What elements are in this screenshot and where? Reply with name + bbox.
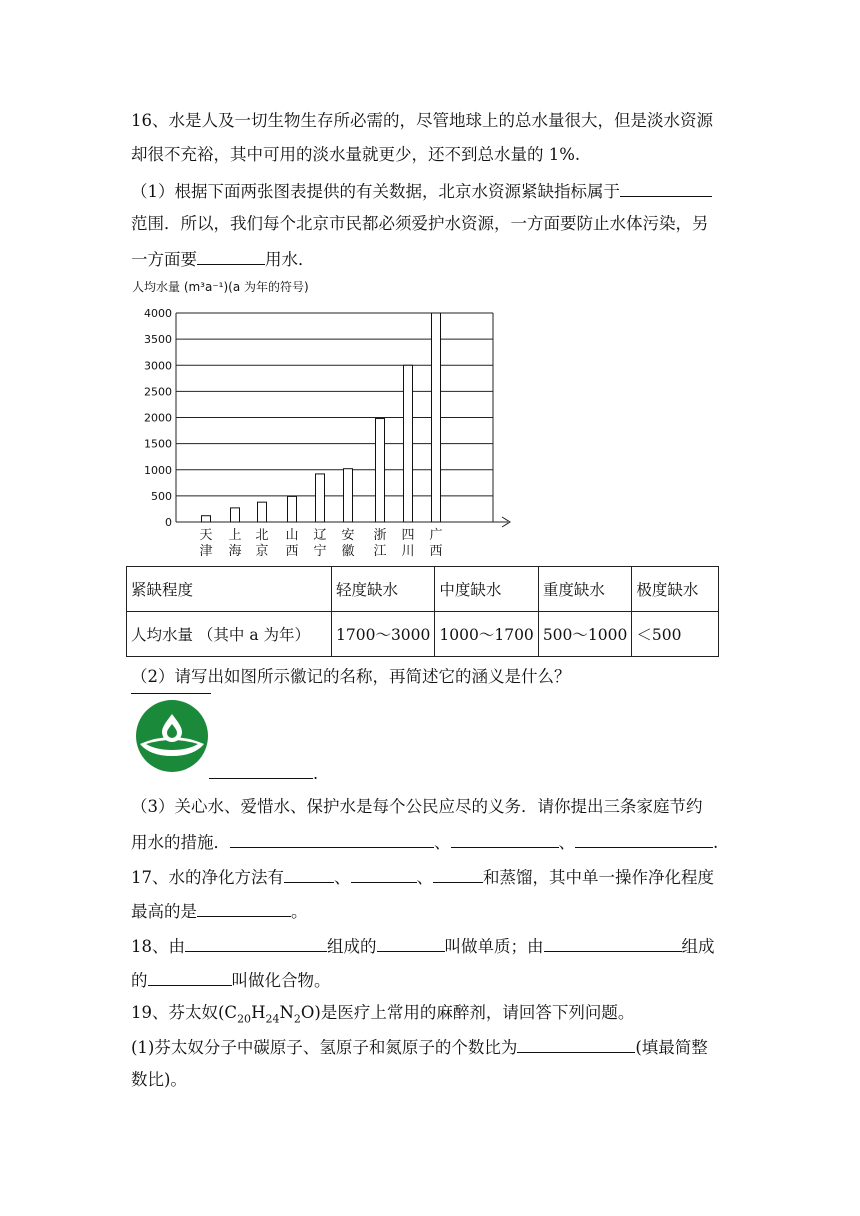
table-cell: 1700～3000 bbox=[332, 612, 435, 657]
x-tick-label: 津 bbox=[199, 544, 213, 559]
x-tick-label: 西 bbox=[429, 544, 443, 559]
q19-part1-text: (1)芬太奴分子中碳原子、氢原子和氮原子的个数比为 bbox=[131, 1038, 518, 1057]
x-tick-label: 北 bbox=[255, 528, 269, 543]
period-text: . bbox=[313, 764, 319, 783]
x-tick-label: 天 bbox=[199, 528, 213, 543]
q16-line2: 却很不充裕，其中可用的淡水量就更少，还不到总水量的 1%. bbox=[131, 145, 581, 164]
q17-text: 17、水的净化方法有 bbox=[131, 868, 284, 887]
y-tick-label: 3000 bbox=[144, 359, 172, 373]
chart-title: 人均水量 (m³a⁻¹)(a 为年的符号) bbox=[132, 280, 309, 294]
q16-part2-answer bbox=[209, 762, 318, 783]
bar bbox=[316, 474, 325, 522]
q16-part1-text3: 用水． bbox=[265, 250, 315, 269]
period-text: 。 bbox=[291, 902, 308, 921]
q19-element-n: N bbox=[279, 1003, 294, 1022]
answer-blank[interactable] bbox=[131, 693, 211, 694]
table-cell: 1000～1700 bbox=[435, 612, 538, 657]
q16-part1-text: （1）根据下面两张图表提供的有关数据，北京水资源紧缺指标属于 bbox=[131, 182, 620, 201]
subscript: 20 bbox=[237, 1012, 252, 1026]
separator-text: 、 bbox=[558, 833, 575, 852]
scarcity-table bbox=[126, 566, 719, 657]
answer-blank[interactable] bbox=[185, 935, 327, 952]
q19-element-h: H bbox=[251, 1003, 266, 1022]
x-tick-label: 安 bbox=[341, 528, 355, 543]
bar bbox=[404, 365, 413, 522]
q17-text3: 最高的是 bbox=[131, 902, 197, 921]
y-tick-label: 500 bbox=[151, 489, 172, 503]
answer-blank[interactable] bbox=[451, 831, 559, 848]
q18-text: 18、由 bbox=[131, 937, 185, 956]
y-tick-label: 4000 bbox=[144, 307, 172, 320]
bar bbox=[432, 313, 441, 522]
q16-part3-line2 bbox=[131, 831, 718, 853]
x-tick-label: 江 bbox=[373, 544, 387, 559]
q19-part1-line2: 数比)。 bbox=[131, 1070, 187, 1089]
q19-part1 bbox=[131, 1036, 708, 1058]
q17-line1 bbox=[131, 866, 714, 888]
x-tick-label: 海 bbox=[228, 544, 242, 559]
bar bbox=[344, 469, 353, 522]
separator-text: 、 bbox=[434, 833, 451, 852]
answer-blank[interactable] bbox=[230, 831, 434, 848]
q18-text6: 叫做化合物。 bbox=[231, 971, 331, 990]
answer-blank[interactable] bbox=[197, 248, 265, 265]
y-tick-label: 2000 bbox=[144, 411, 172, 425]
y-tick-label: 0 bbox=[165, 516, 172, 529]
table-cell: 中度缺水 bbox=[435, 567, 538, 612]
subscript: 2 bbox=[293, 1012, 301, 1026]
table-cell: 紧缺程度 bbox=[127, 567, 332, 612]
q18-line2 bbox=[131, 969, 331, 991]
x-tick-label: 四 bbox=[401, 528, 415, 543]
q16-part3-text: 用水的措施． bbox=[131, 833, 230, 852]
q18-text4: 组成 bbox=[681, 937, 715, 956]
y-tick-label: 1500 bbox=[144, 437, 172, 451]
water-saving-emblem-icon bbox=[136, 700, 208, 772]
x-tick-label: 上 bbox=[228, 528, 242, 543]
x-tick-label: 广 bbox=[429, 528, 443, 543]
q16-part1 bbox=[131, 180, 712, 202]
x-tick-label: 西 bbox=[285, 544, 299, 559]
q18-line1 bbox=[131, 935, 715, 957]
q17-line2 bbox=[131, 900, 308, 922]
bar bbox=[231, 508, 240, 522]
q16-part3: （3）关心水、爱惜水、保护水是每个公民应尽的义务．请你提出三条家庭节约 bbox=[131, 797, 703, 816]
table-cell: 重度缺水 bbox=[538, 567, 632, 612]
q16-part1-line2: 范围．所以，我们每个北京市民都必须爱护水资源，一方面要防止水体污染，另 bbox=[131, 214, 709, 233]
table-cell: 极度缺水 bbox=[632, 567, 719, 612]
q18-text5: 的 bbox=[131, 971, 148, 990]
q19-part1-text2: (填最简整 bbox=[635, 1038, 708, 1057]
x-tick-label: 宁 bbox=[313, 544, 327, 559]
answer-blank[interactable] bbox=[197, 900, 291, 917]
y-tick-label: 3500 bbox=[144, 333, 172, 347]
table-cell: 人均水量 （其中 a 为年） bbox=[127, 612, 332, 657]
water-per-capita-bar-chart bbox=[130, 275, 520, 565]
table-row bbox=[127, 567, 719, 612]
q16-part1-line3 bbox=[131, 248, 315, 270]
bar bbox=[288, 496, 297, 522]
x-tick-label: 徽 bbox=[341, 544, 355, 559]
answer-blank[interactable] bbox=[148, 969, 232, 986]
q18-text3: 叫做单质；由 bbox=[444, 937, 544, 956]
x-tick-label: 川 bbox=[401, 544, 415, 559]
answer-blank[interactable] bbox=[517, 1036, 635, 1053]
x-tick-label: 浙 bbox=[373, 528, 387, 543]
separator-text: 、 bbox=[416, 868, 433, 887]
answer-blank[interactable] bbox=[351, 866, 417, 883]
answer-blank[interactable] bbox=[433, 866, 483, 883]
table-cell: 500～1000 bbox=[538, 612, 632, 657]
q19-text: 19、芬太奴(C bbox=[131, 1003, 238, 1022]
answer-blank[interactable] bbox=[544, 935, 682, 952]
table-cell: 轻度缺水 bbox=[332, 567, 435, 612]
y-tick-label: 1000 bbox=[144, 463, 172, 477]
x-tick-label: 京 bbox=[255, 544, 269, 559]
answer-blank[interactable] bbox=[575, 831, 713, 848]
answer-blank[interactable] bbox=[284, 866, 334, 883]
answer-blank[interactable] bbox=[209, 762, 313, 779]
y-tick-label: 2500 bbox=[144, 385, 172, 399]
x-tick-label: 山 bbox=[285, 528, 299, 543]
bar bbox=[376, 419, 385, 522]
q19-text2: O)是医疗上常用的麻醉剂，请回答下列问题。 bbox=[300, 1003, 635, 1022]
bar bbox=[202, 516, 211, 522]
table-row bbox=[127, 612, 719, 657]
q18-text2: 组成的 bbox=[327, 937, 377, 956]
separator-text: 、 bbox=[334, 868, 351, 887]
subscript: 24 bbox=[265, 1012, 280, 1026]
q19-line1 bbox=[131, 1003, 635, 1026]
q16-part1-text2: 一方面要 bbox=[131, 250, 197, 269]
answer-blank[interactable] bbox=[377, 935, 445, 952]
x-tick-label: 辽 bbox=[313, 528, 327, 543]
table-cell: ＜500 bbox=[632, 612, 719, 657]
q16-part2: （2）请写出如图所示徽记的名称，再简述它的涵义是什么？ bbox=[131, 667, 571, 686]
q16-line1: 16、水是人及一切生物生存所必需的，尽管地球上的总水量很大，但是淡水资源 bbox=[131, 111, 713, 130]
bar bbox=[258, 502, 267, 522]
period-text: . bbox=[713, 833, 719, 852]
q17-text2: 和蒸馏，其中单一操作净化程度 bbox=[483, 868, 714, 887]
answer-blank[interactable] bbox=[620, 180, 712, 197]
